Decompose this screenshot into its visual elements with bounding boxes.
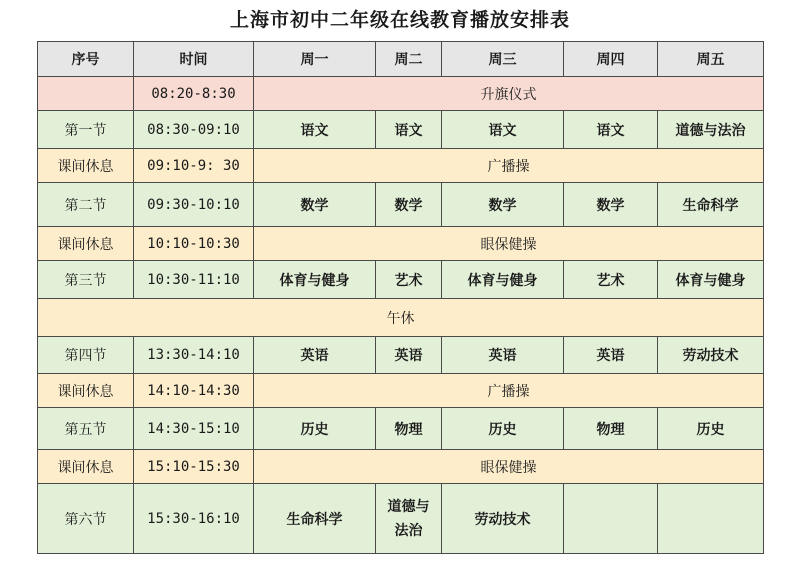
subject-cell: 英语 [376,337,442,374]
row-label: 课间休息 [38,374,134,408]
row-time: 10:10-10:30 [134,227,254,261]
subject-cell: 数学 [564,183,658,227]
row-label: 第一节 [38,111,134,149]
row-time: 15:10-15:30 [134,450,254,484]
activity-cell: 广播操 [254,374,764,408]
subject-cell: 生命科学 [254,484,376,554]
row-time: 09:10-9: 30 [134,149,254,183]
row-time: 14:30-15:10 [134,408,254,450]
subject-cell: 历史 [442,408,564,450]
subject-cell: 语文 [442,111,564,149]
table-row [38,149,764,183]
row-time: 15:30-16:10 [134,484,254,554]
row-time: 09:30-10:10 [134,183,254,227]
subject-cell: 劳动技术 [658,337,764,374]
row-label: 第三节 [38,261,134,299]
row-label: 课间休息 [38,450,134,484]
row-time: 13:30-14:10 [134,337,254,374]
subject-cell: 历史 [658,408,764,450]
header-cell: 时间 [134,42,254,77]
row-label: 第六节 [38,484,134,554]
row-time: 10:30-11:10 [134,261,254,299]
header-cell: 序号 [38,42,134,77]
subject-cell: 道德与法治 [658,111,764,149]
subject-cell: 劳动技术 [442,484,564,554]
row-time: 14:10-14:30 [134,374,254,408]
subject-cell: 物理 [376,408,442,450]
activity-cell: 眼保健操 [254,450,764,484]
table-row [38,337,764,374]
subject-cell: 数学 [254,183,376,227]
subject-cell [376,484,442,554]
header-cell: 周四 [564,42,658,77]
activity-cell: 眼保健操 [254,227,764,261]
row-label [38,77,134,111]
subject-cell: 历史 [254,408,376,450]
header-cell: 周一 [254,42,376,77]
subject-cell: 数学 [376,183,442,227]
table-row [38,77,764,111]
subject-cell: 英语 [442,337,564,374]
subject-cell: 艺术 [376,261,442,299]
activity-cell: 广播操 [254,149,764,183]
subject-cell: 体育与健身 [658,261,764,299]
subject-cell: 体育与健身 [254,261,376,299]
subject-cell: 语文 [376,111,442,149]
lunch-break-cell: 午休 [38,299,764,337]
table-row [38,183,764,227]
activity-cell: 升旗仪式 [254,77,764,111]
subject-cell: 体育与健身 [442,261,564,299]
subject-cell: 物理 [564,408,658,450]
row-time: 08:30-09:10 [134,111,254,149]
table-row [38,450,764,484]
header-cell: 周二 [376,42,442,77]
subject-cell: 生命科学 [658,183,764,227]
subject-cell: 艺术 [564,261,658,299]
table-row [38,227,764,261]
table-row [38,261,764,299]
subject-cell [658,484,764,554]
schedule-table [37,41,764,554]
subject-cell [564,484,658,554]
row-label: 第四节 [38,337,134,374]
header-cell: 周三 [442,42,564,77]
table-row [38,374,764,408]
header-row [38,42,764,77]
row-label: 第五节 [38,408,134,450]
subject-cell: 语文 [254,111,376,149]
subject-line: 法治 [394,522,423,539]
subject-cell: 数学 [442,183,564,227]
row-label: 课间休息 [38,227,134,261]
subject-cell: 语文 [564,111,658,149]
table-row [38,299,764,337]
subject-cell: 英语 [564,337,658,374]
table-row [38,484,764,554]
header-cell: 周五 [658,42,764,77]
row-label: 课间休息 [38,149,134,183]
table-row [38,111,764,149]
table-row [38,408,764,450]
subject-line: 道德与 [387,498,430,515]
row-label: 第二节 [38,183,134,227]
subject-cell: 英语 [254,337,376,374]
page-title: 上海市初中二年级在线教育播放安排表 [229,9,570,31]
row-time: 08:20-8:30 [134,77,254,111]
